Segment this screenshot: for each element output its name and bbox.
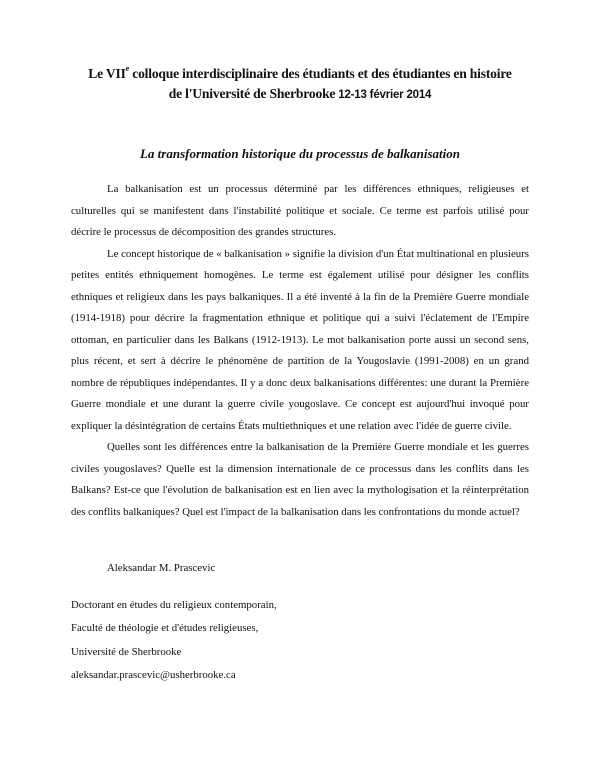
paragraph: Quelles sont les différences entre la balkanisation de la Première Guerre mondiale et les guerres civiles yougoslaves? Quelle est la dimension internationale de ce processus dans les conflits dans les Balkans? Est-ce que l'évolution de balkanisation est en lien avec la mythologisation et la réinterprétation des conflits balkaniques? Quel est l'impact de la balkanisation dans les confrontations du monde actuel? [71,441,529,518]
paragraph: La balkanisation est un processus déterminé par les différences ethniques, religieuses et culturelles qui se manifestent dans l'instabilité politique et sociale. Ce terme est parfois utilisé pour décrire le processus de décomposition des grandes structures. [71,183,529,238]
header-superscript: e [125,64,130,74]
header-line-1 [60,64,540,84]
header-line-2 [60,84,540,105]
document-body [71,179,529,523]
header-line-1-rest: colloque interdisciplinaire des étudiants et des étudiantes en histoire [129,66,512,81]
header-university: de l'Université de Sherbrooke [168,86,336,101]
document-title: La transformation historique du processus de balkanisation [139,146,460,161]
author-affiliation-2: Faculté de théologie et d'études religieuses, [71,622,259,635]
header-prefix: Le VII [88,66,126,81]
author-email: aleksandar.prascevic@usherbrooke.ca [71,669,236,682]
author-signature [71,557,529,688]
conference-header [60,64,540,105]
author-affiliation-1: Doctorant en études du religieux contemporain, [71,598,277,611]
author-name: Aleksandar M. Prascevic [107,562,216,574]
header-date: 12-13 février 2014 [335,89,432,101]
author-affiliation-3: Université de Sherbrooke [71,645,182,658]
paragraph: Le concept historique de « balkanisation » signifie la division d'un État multinational en plusieurs petites entités ethniquement homogènes. Le terme est également utilisé pour désigner les conflits ethniques et religieux dans les pays balkaniques. Il a été inventé à la fin de la Première Guerre mondiale (1914-1918) pour décrire la fragmentation ethnique et politique qui a suivi l'éclatement de l'Empire ottoman, en particulier dans les Balkans (1912-1913). Le mot balkanisation porte aussi un second sens, plus récent, et sert à décrire le phénomène de partition de la Yougoslavie (1991-2008) en un grand nombre de républiques indépendantes. Il y a donc deux balkanisations différentes: une durant la Première Guerre mondiale et une durant la guerre civile yougoslave. Ce concept est aujourd'hui invoqué pour expliquer la désintégration de certains États multiethniques et une relation avec l'idée de guerre civile. [71,247,529,432]
